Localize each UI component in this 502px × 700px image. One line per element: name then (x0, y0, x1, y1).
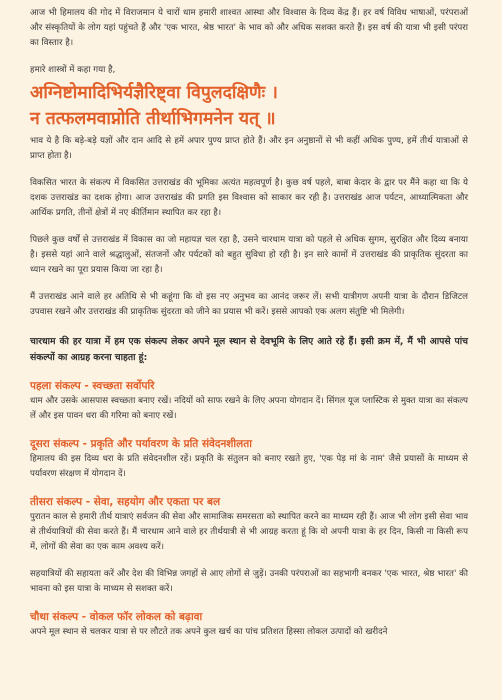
resolution-4 (30, 609, 468, 640)
paragraph-6: मैं उत्तराखंड आने वाले हर अतिथि से भी कहूंगा कि वो इस नए अनुभव का आनंद जरूर लें। सभी यात्रीगण अपनी यात्रा के दौरान डिजिटल उपवास रखने और उत्तराखंड की प्राकृतिक सुंदरता को जीने का प्रयास भी करें। इससे आपको एक अलग संतुष्टि भी मिलेगी। (30, 292, 468, 317)
sanskrit-verse (30, 80, 468, 132)
resolution-heading: तीसरा संकल्प - सेवा, सहयोग और एकता पर बल (30, 496, 221, 508)
resolution-heading: चौथा संकल्प - वोकल फॉर लोकल को बढ़ावा (30, 611, 203, 623)
paragraph-4: विकसित भारत के संकल्प में विकसित उत्तराखंड की भूमिका अत्यंत महत्वपूर्ण है। कुछ वर्ष पहले, बाबा केदार के द्वार पर मैंने कहा था कि ये दशक उत्तराखंड का दशक होगा। आज उत्तराखंड की प्रगति इस विश्वास को साकार कर रही है। उत्तराखंड आज पर्यटन, आध्यात्मिकता और आर्थिक प्रगति, तीनों क्षेत्रों में नए कीर्तिमान स्थापित कर रहा है। (30, 178, 468, 218)
resolution-text-2: सहयात्रियों की सहायता करें और देश की विभिन्न जगहों से आए लोगों से जुड़ें। उनकी परंपराओं का सहभागी बनकर 'एक भारत, श्रेष्ठ भारत' की भावना को इस यात्रा के माध्यम से सशक्त करें। (30, 569, 468, 594)
paragraph-3: भाव ये है कि बड़े-बड़े यज्ञों और दान आदि से हमें अपार पुण्य प्राप्त होते हैं। और इन अनुष्ठानों से भी कहीं अधिक पुण्य, हमें तीर्थ यात्राओं से प्राप्त होता है। (30, 136, 468, 161)
resolution-text: धाम और उसके आसपास स्वच्छता बनाए रखें। नदियों को साफ रखने के लिए अपना योगदान दें। सिंगल यूज प्लास्टिक से मुक्त यात्रा का संकल्प लें और इस पावन धरा की गरिमा को बनाए रखें। (30, 396, 468, 421)
paragraph-5: पिछले कुछ वर्षों से उत्तराखंड में विकास का जो महायज्ञ चल रहा है, उसने चारधाम यात्रा को पहले से अधिक सुगम, सुरक्षित और दिव्य बनाया है। इससे यहां आने वाले श्रद्धालुओं, संतजनों और पर्यटकों को बहुत सुविधा हो रही है। इन सारे कामों में उत्तराखंड की प्राकृतिक सुंदरता का ध्यान रखने का पूरा प्रयास किया जा रहा है। (30, 235, 468, 275)
resolution-3 (30, 494, 468, 597)
resolution-text: हिमालय की इस दिव्य धरा के प्रति संवेदनशील रहें। प्रकृति के संतुलन को बनाए रखते हुए, 'एक पेड़ मां के नाम' जैसे प्रयासों के माध्यम से पर्यावरण संरक्षण में योगदान दें। (30, 454, 468, 479)
paragraph-1: आज भी हिमालय की गोद में विराजमान ये चारों धाम हमारी शाश्वत आस्था और विश्वास के दिव्य केंद्र हैं। हर वर्ष विविध भाषाओं, परंपराओं और संस्कृतियों के लोग यहां पहुंचते हैं और 'एक भारत, श्रेष्ठ भारत' के भाव को और अधिक सशक्त करते हैं। इस वर्ष की यात्रा भी इसी परंपरा का विस्तार है। (30, 8, 468, 48)
resolution-heading: दूसरा संकल्प - प्रकृति और पर्यावरण के प्रति संवेदनशीलता (30, 438, 252, 450)
resolution-heading: पहला संकल्प - स्वच्छता सर्वोपरि (30, 380, 155, 392)
resolution-text: अपने मूल स्थान से चलकर यात्रा से पर लौटते तक अपने कुल खर्च का पांच प्रतिशत हिस्सा लोकल उत्पादों को खरीदने (30, 627, 388, 637)
verse-line-1: अग्निष्टोमादिभिर्यज्ञैरिष्ट्वा विपुलदक्षिणैः । (30, 83, 278, 103)
resolution-1 (30, 378, 468, 424)
resolutions-intro: चारधाम की हर यात्रा में हम एक संकल्प लेकर अपने मूल स्थान से देवभूमि के लिए आते रहे हैं। इसी क्रम में, मैं भी आपसे पांच संकल्पों का आग्रह करना चाहता हूं: (30, 336, 468, 363)
verse-line-2: न तत्फलमवाप्नोति तीर्थाभिगमनेन यत् ॥ (30, 109, 276, 129)
resolution-text: पुरातन काल से हमारी तीर्थ यात्राएं सर्वजन की सेवा और सामाजिक समरसता को स्थापित करने का माध्यम रही हैं। आज भी लोग इसी सेवा भाव से तीर्थयात्रियों की सेवा करते हैं। मैं चारधाम आने वाले हर तीर्थयात्री से भी आग्रह करता हूं कि वो अपनी यात्रा के हर दिन, किसी ना किसी रूप में, लोगों की सेवा का एक काम अवश्य करें। (30, 512, 468, 552)
resolution-2 (30, 436, 468, 482)
paragraph-2: हमारे शास्त्रों में कहा गया है, (30, 65, 116, 75)
